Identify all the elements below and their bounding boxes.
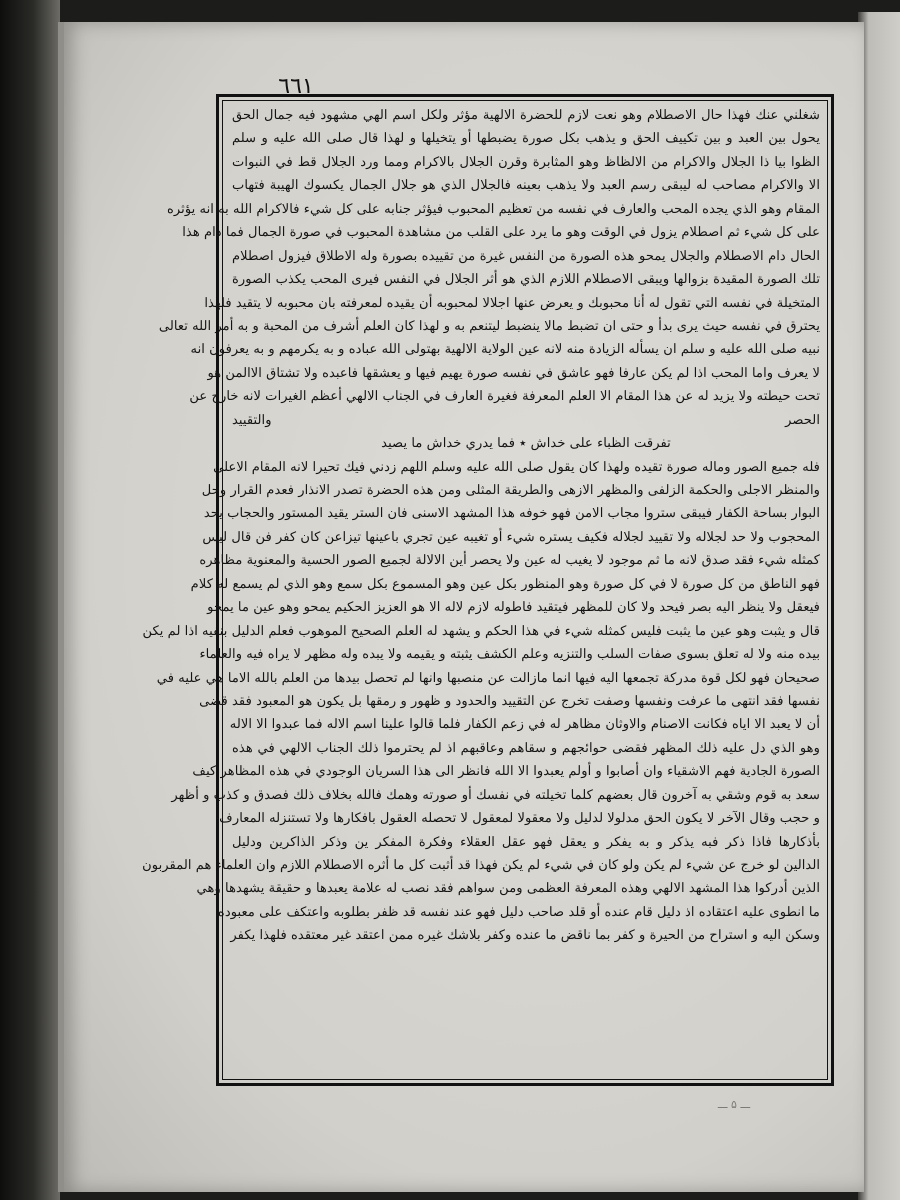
text-line: بيده منه ولا له تعلق بسوى صفات السلب والتنزيه وعلم الكشف يثبته و يقيمه ولا يبده وله مظهر لا يراه فيه والعلماء bbox=[199, 647, 820, 663]
text-line: بأذكارها فاذا ذكر فبه يذكر و به يفكر و يعقل فهو عقل العقلاء وفكرة المفكر ين وذكر الذاكرين ودليل bbox=[232, 834, 820, 850]
text-line: نفسها فقد انتهى ما عرفت ونفسها وصفت تخرج عن التقييد والحدود و ظهور و رمقها بل يكون هو المعبود فقد قضى bbox=[199, 693, 820, 709]
text-line: البوار بساحة الكفار فيبقى ستروا مجاب الامن فهو خوفه هذا المشهد الاسنى فان الستر يقيد المستور والحجاب يحد bbox=[203, 506, 820, 522]
arabic-text-block bbox=[142, 104, 820, 1074]
text-line: الذين أدركوا هذا المشهد الالهي وهذه المعرفة العظمى ومن سواهم فقد نصب له علامة يعبدها و حقيقة يشهدها وهي bbox=[196, 881, 820, 897]
text-line: تحت حيطته ولا يزيد له عن هذا المقام الا العلم المعرفة فغيرة العارف في الجناب الالهي أعظم الغيرات لانه خارج عن bbox=[189, 389, 820, 405]
text-line: والمنظر الاجلى والحكمة الزلفى والمظهر الازهى والطريقة المثلى ومن هذه الحضرة تصدر الانذار فعدم القرار وحل bbox=[201, 483, 820, 498]
text-line: المحجوب ولا حد لجلاله ولا تقييد لجلاله فكيف يستره شيء أو تغيبه عين تجري باعينها تيزاعن كان كفر فن قال ليس bbox=[202, 529, 820, 545]
text-line: يحترق في نفسه حيث يرى بدأ و حتى ان تضبط مالا ينضبط ليتنعم به و لهذا كان العلم أشرف من المحبة و به أمر الله تعالى bbox=[158, 318, 820, 334]
text-line: المقام وهو الذي يجده المحب والعارف في نفسه من تعظيم المحبوب فيؤثر جنابه على كل شيء فالاكرام الله به انه يؤثره bbox=[166, 201, 820, 217]
text-line: فيعقل ولا ينظر اليه بصر فيحد ولا كان للمظهر فيتقيد فاطوله لازم لاله الا هو العزيز الحكيم يمحو وهو عين ما يمحو bbox=[207, 600, 820, 616]
text-line: الصورة الجادية فهم الاشقياء وان أصابوا و أولم يعبدوا الا الله فانظر الى هذا السريان الوجودي في هذه المظاهر كيف bbox=[192, 764, 820, 780]
text-line: على كل شيء ثم اصطلام يزول في الوقت وهو ما يرد على القلب من مشاهدة المحبوب في صورة الجمال فما دام هذا bbox=[182, 225, 820, 241]
text-line: تلك الصورة المقيدة بزوالها ويبقى الاصطلام اللازم الذي هو أثر الجلال في النفس فيرى المحب يكذب الصورة bbox=[232, 272, 820, 288]
text-line: كمثله شيء فقد صدق لانه ما ثم موجود لا يغيب له عين ولا يحصر أين الالالة لجميع الصور الحسية والمعنوية مظاهره bbox=[199, 553, 820, 569]
text-line: لا يعرف واما المحب اذا لم يكن عارفا فهو عاشق في نفسه صورة يهيم فيها و يعشقها فاعبده ولا تشتاق الاالمن هو bbox=[207, 365, 820, 381]
text-line: فهو الناطق من كل صورة لا في كل صورة وهو المنظور بكل عين وهو المسموع بكل سمع وهو الذي لم يسمع له كلام bbox=[190, 576, 820, 592]
text-line: و حجب وقال الآخر لا يكون الحق مدلولا لدليل ولا معقولا لمعقول لا تحصله العقول بافكارها ولا تستنزله المعارف bbox=[219, 811, 820, 827]
text-line: شغلني عنك فهذا حال الاصطلام وهو نعت لازم للحضرة الالهية مؤثر ولكل اسم الهي مشهود فيه جمال الحق bbox=[232, 108, 820, 123]
page-number: ٦٦١ bbox=[278, 74, 314, 99]
text-line: أن لا يعبد الا اياه فكانت الاصنام والاوثان مظاهر له في زعم الكفار فلما قالوا علينا اسم الاله فما عبدوا الا الاله bbox=[229, 717, 820, 733]
text-line: نبيه صلى الله عليه و سلم ان يسأله الزيادة منه لانه عين الولاية الالهية بهتولى الله عباده و به يكرمهم و به يعرفون انه bbox=[190, 342, 820, 358]
text-line: يحول بين العبد و بين تكييف الحق و يذهب بكل صورة يضبطها أو يتخيلها و لهذا قال صلى الله عليه و سلم bbox=[232, 131, 820, 147]
text-line: سعد به قوم وشقي به آخرون قال بعضهم كلما تخيلته في نفسك أو صورته وهمك فالله بخلاف ذلك فصدق و كذب و أظهر bbox=[171, 787, 820, 803]
text-line: قال و يثبت وهو عين ما يثبت فليس كمثله شيء في هذا الحكم و يشهد له العلم الصحيح الموهوب فعلم الدليل بنفيه اذا لم يكن bbox=[142, 623, 820, 639]
text-line: الا والاكرام مصاحب له ليبقى رسم العبد ولا يذهب بعينه فالجلال الذي هو جلال الجمال يكسوك الهيبة فتهاب bbox=[232, 178, 820, 194]
text-line: الدالين لو خرج عن شيء لم يكن ولو كان في شيء لم يكن فهذا قد أثبت كل ما أثره الاصطلام اللازم وان العلماء هم المقربون bbox=[142, 858, 820, 873]
text-line: الحال دام الاصطلام والجلال يمحو هذه الصورة من النفس غيرة من تقييده بصورة وله الاطلاق فيزول اصطلام bbox=[232, 248, 820, 264]
footer-mark: ـــ ۵ ـــ bbox=[717, 1098, 751, 1111]
text-line: ما انطوى عليه اعتقاده اذ دليل قام عنده أو قلد صاحب دليل فهو عند نفسه قد ظفر بطلوبه واعتكف على معبوده bbox=[217, 904, 820, 920]
text-line: وسكن اليه و استراح من الحيرة و كفر بما ناقض ما عنده وكفر بلاشك غيره ممن اعتقد غير معتقده فلهذا يكفر bbox=[230, 928, 820, 944]
book-binding-shadow bbox=[0, 0, 60, 1200]
text-line: صحيحان فهو لكل قوة مدركة تجمعها اليه فيها انما مازالت عن منصبها وانها لم تحصل بيدها من العلم بالله الاما هي عليه في bbox=[156, 670, 820, 686]
text-line: وهو الذي دل عليه ذلك المظهر فقضى حوائجهم و سقاهم وعاقبهم اذ لم يحترموا ذلك الجناب الالهي في هذه bbox=[232, 740, 820, 756]
text-line: الظوا بيا ذا الجلال والاكرام من الالظاظ وهو المثابرة وقرن الجلال بالاكرام ومما ورد الجلال قط في النبوات bbox=[232, 154, 820, 170]
text-line: المتخيلة في نفسه التي تقول له أنا محبوبك و يعرض عنها اجلالا لمحبوبه أن يقيده لمعرفته بان محبوبه لا يتقيد فلهذا bbox=[204, 295, 820, 311]
verse-line: تفرقت الظباء على خداش ٭ فما يدري خداش ما يصيد bbox=[381, 436, 671, 452]
text-line: فله جميع الصور وماله صورة تقيده ولهذا كان يقول صلى الله عليه وسلم اللهم زدني فيك تحيرا لانه المقام الاعلى bbox=[213, 459, 820, 475]
adjacent-page-edge bbox=[858, 12, 900, 1200]
text-line: الحصر والتقييد bbox=[232, 412, 820, 428]
